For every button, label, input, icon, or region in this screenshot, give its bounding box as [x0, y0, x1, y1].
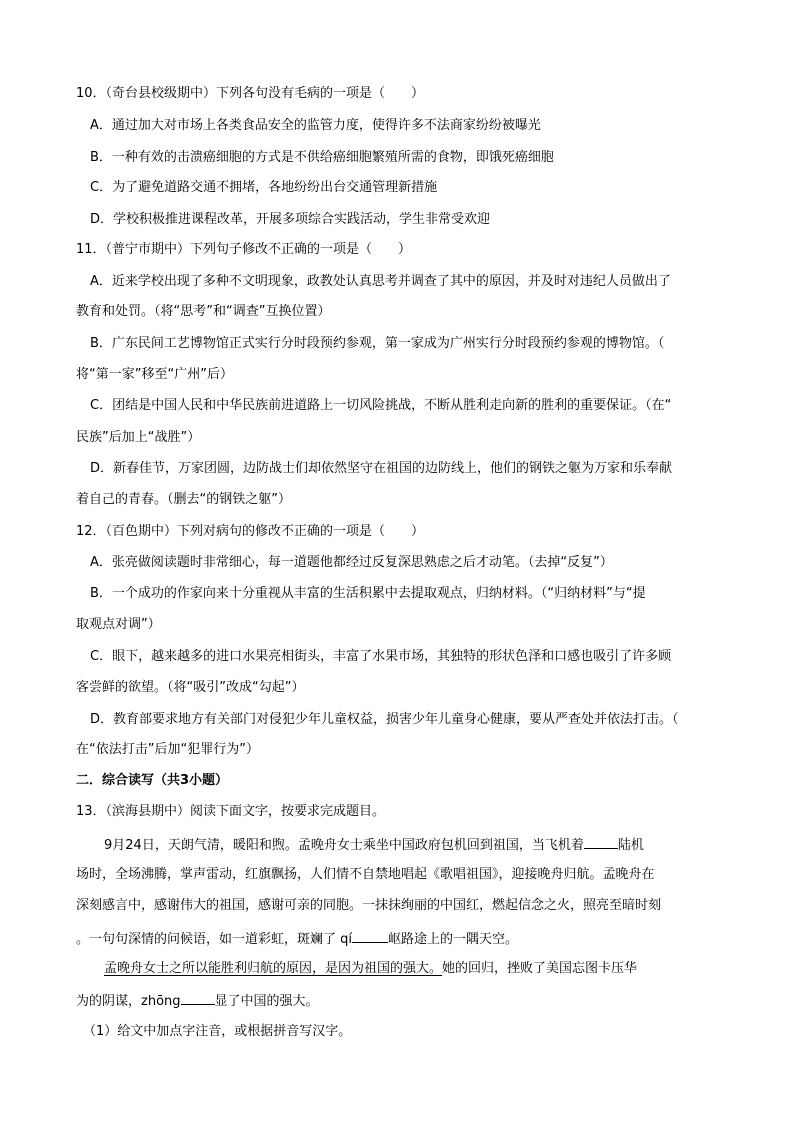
passage-line-3: 深刻感言中，感谢伟大的祖国，感谢可亲的同胞。一抹抹绚丽的中国红，燃起信念之火，照亮至暗时刻: [76, 898, 662, 913]
passage-text: 陆机: [617, 838, 644, 853]
passage-text: 9月24日，天朗气清，暖阳和煦。孟晚舟女士乘坐中国政府包机回到祖国，当飞机着: [104, 838, 584, 853]
underlined-sentence: 孟晚舟女士之所以能胜利归航的原因，是因为祖国的强大。: [104, 961, 443, 976]
answer-blank[interactable]: [584, 836, 618, 849]
question-11-option-d: D．新春佳节，万家团圆，边防战士们却依然坚守在祖国的边防线上，他们的钢铁之躯为万家和乐奉献: [90, 461, 673, 476]
answer-blank[interactable]: [352, 930, 388, 943]
passage-line-2: 场时，全场沸腾，掌声雷动，红旗飘扬，人们情不自禁地唱起《歌唱祖国》，迎接晚舟归航。孟晚舟在: [76, 867, 655, 882]
question-10-option-b: B．一种有效的击溃癌细胞的方式是不供给癌细胞繁殖所需的食物，即饿死癌细胞: [90, 150, 554, 165]
passage-line-5: [104, 961, 637, 977]
question-12-option-d: D．教育部要求地方有关部门对侵犯少年儿童权益，损害少年儿童身心健康，要从严查处并依法打击。（: [90, 712, 679, 727]
question-11-option-a-continued: 教育和处罚。（将“思考”和“调查”互换位置）: [76, 304, 331, 319]
answer-blank[interactable]: [181, 992, 215, 1005]
question-12-option-c-continued: 客尝鲜的欲望。（将“吸引”改成“勾起”）: [76, 680, 305, 695]
passage-line-1: [104, 836, 644, 854]
question-12-option-b: B．一个成功的作家向来十分重视从丰富的生活积累中去提取观点，归纳材料。（“归纳材料”与“提: [90, 586, 646, 601]
question-10-option-c: C．为了避免道路交通不拥堵，各地纷纷出台交通管理新措施: [90, 180, 438, 195]
question-13-stem: 13．（滨海县期中）阅读下面文字，按要求完成题目。: [76, 804, 386, 819]
question-11-option-c: C．团结是中国人民和中华民族前进道路上一切风险挑战，不断从胜利走向新的胜利的重要保证。（在“: [90, 398, 672, 413]
question-10-stem: 10．（奇台县校级期中）下列各句没有毛病的一项是（ ）: [76, 86, 425, 101]
question-11-option-b-continued: 将“第一家”移至“广州”后）: [76, 367, 233, 382]
question-11-option-a: A．近来学校出现了多种不文明现象，政教处认真思考并调查了其中的原因，并及时对违纪人员做出了: [90, 274, 671, 289]
passage-text: 显了中国的强大。: [214, 994, 319, 1009]
question-12-stem: 12．（百色期中）下列对病句的修改不正确的一项是（ ）: [76, 524, 425, 539]
question-12-option-b-continued: 取观点对调”）: [76, 617, 161, 632]
sub-question-1: （1）给文中加点字注音，或根据拼音写汉字。: [83, 1024, 352, 1039]
passage-line-4: [76, 930, 518, 948]
section-heading: 二．综合读写（共3小题）: [76, 773, 229, 788]
passage-text: 为的阴谋，zhōng: [76, 994, 181, 1009]
question-11-stem: 11．（普宁市期中）下列句子修改不正确的一项是（ ）: [76, 242, 412, 257]
passage-text: 。一句句深情的问候语，如一道彩虹，斑斓了 qí: [76, 932, 352, 947]
passage-line-6: [76, 992, 319, 1010]
question-10-option-a: A．通过加大对市场上各类食品安全的监管力度，使得许多不法商家纷纷被曝光: [90, 118, 541, 133]
passage-text: 岖路途上的一隅天空。: [388, 932, 519, 947]
question-11-option-c-continued: 民族”后加上“战胜”）: [76, 430, 201, 445]
question-12-option-d-continued: 在“依法打击”后加“犯罪行为”）: [76, 742, 259, 757]
question-12-option-a: A．张亮做阅读题时非常细心，每一道题他都经过反复深思熟虑之后才动笔。（去掉“反复”）: [90, 555, 613, 570]
passage-text: 她的回归，挫败了美国忘图卡压华: [442, 961, 638, 976]
question-10-option-d: D．学校积极推进课程改革，开展多项综合实践活动，学生非常受欢迎: [90, 212, 491, 227]
question-12-option-c: C．眼下，越来越多的进口水果亮相街头，丰富了水果市场，其独特的形状色泽和口感也吸引了许多顾: [90, 649, 672, 664]
question-11-option-d-continued: 着自己的青春。（删去“的钢铁之躯”）: [76, 492, 291, 507]
question-11-option-b: B．广东民间工艺博物馆正式实行分时段预约参观，第一家成为广州实行分时段预约参观的博物馆。（: [90, 336, 665, 351]
